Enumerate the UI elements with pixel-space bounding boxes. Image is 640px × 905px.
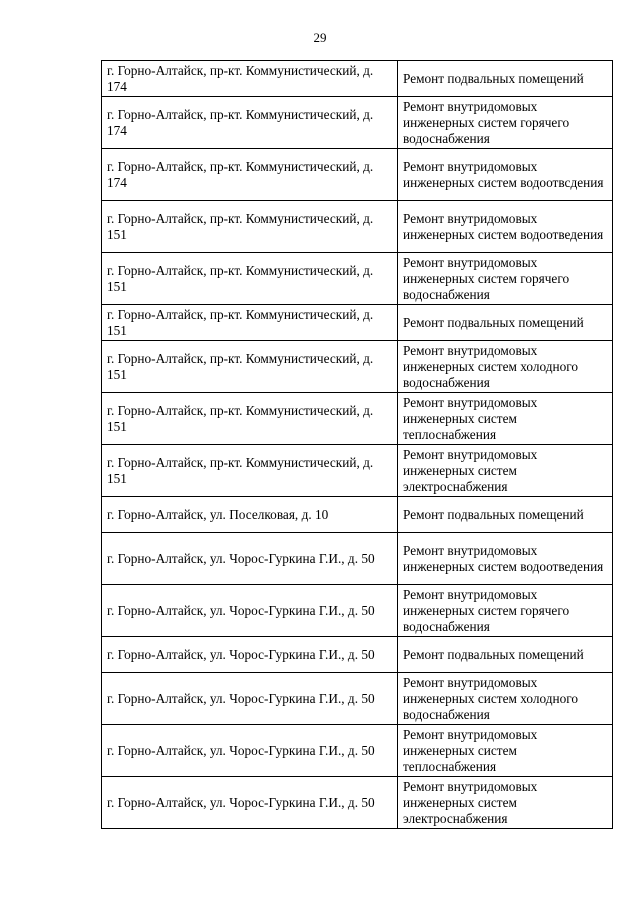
table-row bbox=[102, 673, 613, 725]
address-cell: г. Горно-Алтайск, ул. Чорос-Гуркина Г.И., д. 50 bbox=[102, 777, 398, 829]
table-row bbox=[102, 777, 613, 829]
address-cell: г. Горно-Алтайск, ул. Чорос-Гуркина Г.И., д. 50 bbox=[102, 585, 398, 637]
table-row bbox=[102, 497, 613, 533]
work-cell: Ремонт внутридомовых инженерных систем электроснабжения bbox=[398, 777, 613, 829]
table-row bbox=[102, 253, 613, 305]
table-row bbox=[102, 585, 613, 637]
address-cell: г. Горно-Алтайск, пр-кт. Коммунистический, д. 174 bbox=[102, 149, 398, 201]
table-row bbox=[102, 149, 613, 201]
table-row bbox=[102, 445, 613, 497]
work-cell: Ремонт внутридомовых инженерных систем водоотвсдения bbox=[398, 149, 613, 201]
table-row bbox=[102, 61, 613, 97]
table-row bbox=[102, 305, 613, 341]
work-cell: Ремонт внутридомовых инженерных систем горячего водоснабжения bbox=[398, 97, 613, 149]
work-cell: Ремонт внутридомовых инженерных систем электроснабжения bbox=[398, 445, 613, 497]
table-row bbox=[102, 341, 613, 393]
work-cell: Ремонт подвальных помещений bbox=[398, 61, 613, 97]
address-cell: г. Горно-Алтайск, ул. Чорос-Гуркина Г.И., д. 50 bbox=[102, 673, 398, 725]
address-cell: г. Горно-Алтайск, ул. Чорос-Гуркина Г.И., д. 50 bbox=[102, 533, 398, 585]
address-cell: г. Горно-Алтайск, пр-кт. Коммунистический, д. 151 bbox=[102, 341, 398, 393]
table-row bbox=[102, 97, 613, 149]
works-table bbox=[101, 60, 613, 829]
address-cell: г. Горно-Алтайск, пр-кт. Коммунистический, д. 151 bbox=[102, 253, 398, 305]
address-cell: г. Горно-Алтайск, пр-кт. Коммунистический, д. 151 bbox=[102, 305, 398, 341]
work-cell: Ремонт внутридомовых инженерных систем холодного водоснабжения bbox=[398, 673, 613, 725]
work-cell: Ремонт внутридомовых инженерных систем водоотведения bbox=[398, 201, 613, 253]
work-cell: Ремонт подвальных помещений bbox=[398, 637, 613, 673]
work-cell: Ремонт внутридомовых инженерных систем холодного водоснабжения bbox=[398, 341, 613, 393]
address-cell: г. Горно-Алтайск, пр-кт. Коммунистический, д. 151 bbox=[102, 445, 398, 497]
address-cell: г. Горно-Алтайск, ул. Чорос-Гуркина Г.И., д. 50 bbox=[102, 637, 398, 673]
work-cell: Ремонт подвальных помещений bbox=[398, 305, 613, 341]
table-row bbox=[102, 725, 613, 777]
address-cell: г. Горно-Алтайск, пр-кт. Коммунистический, д. 174 bbox=[102, 97, 398, 149]
work-cell: Ремонт внутридомовых инженерных систем теплоснабжения bbox=[398, 725, 613, 777]
work-cell: Ремонт внутридомовых инженерных систем горячего водоснабжения bbox=[398, 585, 613, 637]
table-row bbox=[102, 393, 613, 445]
address-cell: г. Горно-Алтайск, пр-кт. Коммунистический, д. 151 bbox=[102, 201, 398, 253]
work-cell: Ремонт внутридомовых инженерных систем горячего водоснабжения bbox=[398, 253, 613, 305]
work-cell: Ремонт подвальных помещений bbox=[398, 497, 613, 533]
address-cell: г. Горно-Алтайск, ул. Поселковая, д. 10 bbox=[102, 497, 398, 533]
address-cell: г. Горно-Алтайск, ул. Чорос-Гуркина Г.И., д. 50 bbox=[102, 725, 398, 777]
address-cell: г. Горно-Алтайск, пр-кт. Коммунистический, д. 174 bbox=[102, 61, 398, 97]
work-cell: Ремонт внутридомовых инженерных систем водоотведения bbox=[398, 533, 613, 585]
table-row bbox=[102, 201, 613, 253]
address-cell: г. Горно-Алтайск, пр-кт. Коммунистический, д. 151 bbox=[102, 393, 398, 445]
page-number: 29 bbox=[313, 30, 327, 45]
work-cell: Ремонт внутридомовых инженерных систем теплоснабжения bbox=[398, 393, 613, 445]
table-row bbox=[102, 533, 613, 585]
table-row bbox=[102, 637, 613, 673]
